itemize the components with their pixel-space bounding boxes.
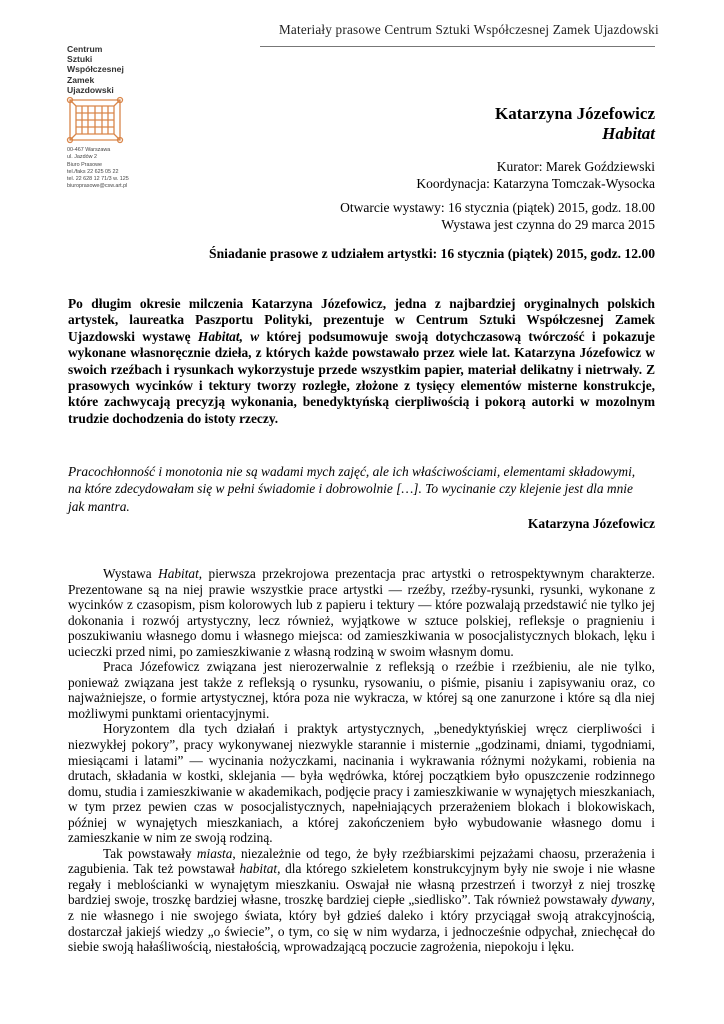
curator: Kurator: Marek Goździewski: [496, 159, 655, 174]
quote-line: jak mantra.: [68, 498, 130, 514]
body-text-run: , dla którego szkieletem konstrukcyjnym były nie swoje i nie własne regały i meblościanki w wynajętym mieszkaniu. Oswajał nie własną przestrzeń i tworzył z niej troszkę bardziej swoje, troszkę bardziej własne, troszkę bardziej ciepłe „siedlisko”. Tak również powstawały: [68, 861, 655, 908]
body-text-run: Wystawa: [103, 566, 159, 581]
address-line: 00-467 Warszawa: [67, 147, 111, 153]
castle-plan-lines: [68, 98, 123, 143]
body-italic-title: miasta: [196, 845, 233, 861]
lead-text: której podsumowuje swoją dotychczasową twórczość i pokazuje wykonane własnoręcznie dzieła, z których każde powstawało przez wiele lat. Katarzyna Józefowicz w swoich rzeźbach i rysunkach wykorzystuje przede wszystkim papier, materiał delikatny i nietrwały. Z prasowych wycinków i tektury tworzy rozległe, złożone z tysięcy elementów misterne konstrukcje, które zachwycają precyzją wykonania, benedyktyńską cierpliwością i pokorą autorki w mozolnym trudzie dochodzenia do istoty rzeczy.: [68, 328, 656, 426]
castle-plan-icon: [66, 96, 124, 144]
logo-name: [67, 44, 124, 95]
address-line: tel./faks 22 625 05 22: [67, 168, 119, 175]
dates: [340, 199, 655, 233]
closing-date: Wystawa jest czynna do 29 marca 2015: [441, 217, 655, 232]
opening-date: Otwarcie wystawy: 16 stycznia (piątek) 2015, godz. 18.00: [340, 200, 655, 215]
quote-line: Pracochłonność i monotonia nie są wadami mych zajęć, ale ich właściwościami, elementami składowymi,: [68, 464, 636, 479]
body-italic-title: Habitat: [158, 566, 199, 581]
email-link[interactable]: biuroprasowe@csw.art.pl: [67, 183, 128, 190]
logo-line: Ujazdowski: [67, 84, 114, 95]
address-line: tel. 22 628 12 71/3 w. 125: [67, 176, 129, 183]
header-rule: [260, 46, 655, 47]
lead-title: Habitat, w: [197, 328, 260, 344]
body-text-run: Tak powstawały: [103, 845, 197, 861]
body-paragraph: [68, 846, 655, 955]
press-breakfast: Śniadanie prasowe z udziałem artystki: 16 stycznia (piątek) 2015, godz. 12.00: [209, 246, 655, 261]
logo-line: Współczesnej: [67, 64, 124, 75]
logo-line: Zamek: [67, 74, 95, 85]
body-paragraph: Praca Józefowicz związana jest nierozerwalnie z refleksją o rzeźbie i rzeźbieniu, ale nie tylko, ponieważ związana jest także z refleksją o rysunku, rysowaniu, o piśmie, pisaniu i zapisywaniu oraz, co najważniejsze, o formie artystycznej, która poza nie wykracza, w której są one zanurzone i które są dla niej możliwymi punktami orientacyjnymi.: [68, 659, 655, 721]
address-line: Biuro Prasowe: [67, 161, 103, 168]
logo-line: Centrum: [67, 44, 103, 54]
quote-line: na które zdecydowałam się w pełni świadomie i dobrowolnie […]. To wycinanie czy klejenie jest dla mnie: [68, 481, 633, 497]
body-text-run: , pierwsza przekrojowa prezentacja prac artystki o retrospektywnym charakterze. Prezentowane są na niej prawie wszystkie prace artystki — rzeźby, rzeźby-rysunki, rysunki, wykonane z wycinków z czasopism, pism kolorowych lub z papieru i tektury — które pozwalają przedstawić nie tylko jej dokonania i rozwój artystyczny, lecz również, wyjątkowe w sztuce polskiej, refleksje o pragnieniu i poszukiwaniu własnego domu i własnego miejsca: od zamieszkiwania w posocjalistycznych blokach, lęku i ucieczki przed nimi, po zamieszkiwanie z własną rodziną w swoim własnym domu.: [68, 566, 656, 659]
credits: [416, 158, 655, 192]
artist-quote: [68, 463, 655, 515]
logo-line: Sztuki: [67, 54, 93, 65]
address-line: ul. Jazdów 2: [67, 154, 97, 161]
body-paragraph: [68, 566, 655, 659]
body-paragraph: Horyzontem dla tych działań i praktyk artystycznych, „benedyktyńskiej wręcz cierpliwości i niezwykłej pokory”, pracy wykonywanej niezwykle starannie i misternie „godzinami, dniami, tygodniami, miesiącami i latami” — wycinania nożyczkami, nacinania i wykrawania różnymi nożykami, robienia na drutach, składania w kostki, sklejania — była wędrówka, której początkiem było opuszczenie rodzinnego domu, studia i zamieszkiwanie w akademikach, podjęcie pracy i zamieszkiwanie w wynajętych mieszkaniach, w tym przez pewien czas w posocjalistycznych, napełniających przerażeniem blokach i blokowiskach, później w wynajętych mieszkaniach, a której zakończeniem było wybudowanie własnego domu i zamieszkanie w nim ze swoją rodziną.: [68, 721, 655, 846]
quote-author: Katarzyna Józefowicz: [527, 516, 655, 531]
body-text-run: , niezależnie od tego, że były rzeźbiarskimi pejzażami chaosu, przerażenia i zagubienia. Tak też powstawał: [68, 845, 655, 877]
lead-text: Po długim okresie milczenia Katarzyna Józefowicz, jedna z najbardziej oryginalnych polskich artystek, laureatka Paszportu Polityki, prezentuje w Centrum Sztuki Współczesnej Zamek Ujazdowski wystawę: [68, 296, 655, 344]
body-text-run: , z nie własnego i nie swojego świata, który był gdzieś daleko i który przyciągał swoją atrakcyjnością, dostarczał jakiejś wiedzy „o świecie”, o tym, co się w nim wydarza, i jednocześnie odpychał, zniechęcał do siebie swoją hałaśliwością, niestałością, wprowadzającą poczucie zagrożenia, niepokoju i lęku.: [68, 892, 655, 955]
address-block: [67, 147, 129, 191]
exhibition-title: Habitat: [602, 124, 655, 143]
body-italic-title: habitat: [239, 861, 278, 877]
artist-name: Katarzyna Józefowicz: [494, 104, 655, 123]
press-header: Materiały prasowe Centrum Sztuki Współczesnej Zamek Ujazdowski: [279, 22, 659, 37]
body-italic-title: dywany: [611, 892, 652, 908]
coordination: Koordynacja: Katarzyna Tomczak-Wysocka: [416, 176, 655, 191]
body-text: [68, 566, 655, 955]
lead-paragraph: [68, 296, 655, 427]
